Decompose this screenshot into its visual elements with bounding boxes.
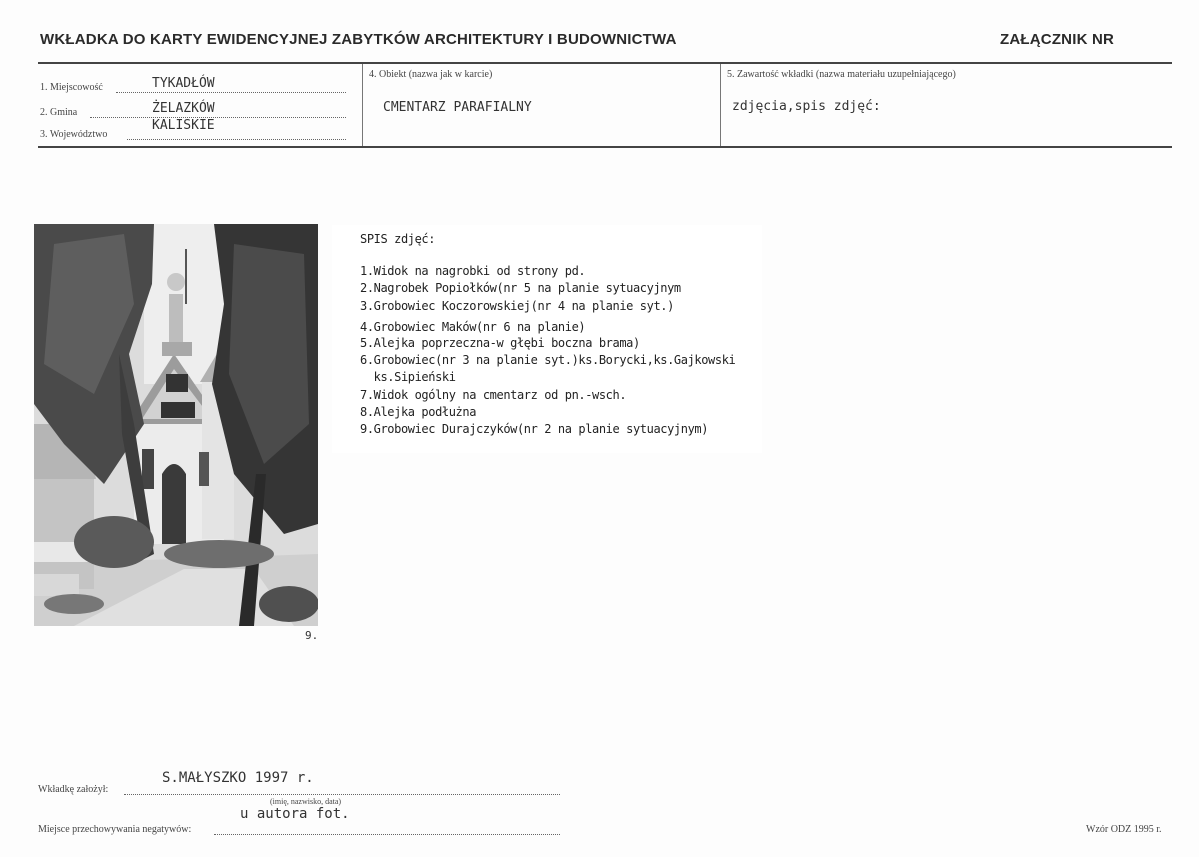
photo-list-item: 9.Grobowiec Durajczyków(nr 2 na planie sytuacyjnym) [360, 422, 709, 436]
photo-list-item: 5.Alejka poprzeczna-w głębi boczna brama) [360, 336, 640, 350]
photo-list [332, 225, 762, 453]
form-model-label: Wzór ODZ 1995 r. [1086, 824, 1162, 835]
miejscowosc-dots [116, 92, 346, 93]
photo-list-item: 2.Nagrobek Popiołków(nr 5 na planie sytuacyjnym [360, 281, 681, 295]
obiekt-label: 4. Obiekt (nazwa jak w karcie) [369, 69, 493, 80]
cemetery-tomb-photo [34, 224, 318, 626]
gmina-label: 2. Gmina [40, 107, 78, 118]
zawartosc-label: 5. Zawartość wkładki (nazwa materiału uzupełniającego) [727, 69, 956, 80]
column-divider-1 [362, 64, 363, 146]
storage-label: Miejsce przechowywania negatywów: [38, 824, 192, 835]
author-value: S.MAŁYSZKO 1997 r. [162, 770, 314, 786]
column-divider-2 [720, 64, 721, 146]
storage-value: u autora fot. [240, 806, 350, 822]
wojewodztwo-dots [127, 139, 346, 140]
author-hint: (imię, nazwisko, data) [270, 797, 342, 806]
photo-list-item: 1.Widok na nagrobki od strony pd. [360, 264, 586, 278]
zawartosc-value: zdjęcia,spis zdjęć: [732, 99, 881, 114]
photo-list-item: 4.Grobowiec Maków(nr 6 na planie) [360, 320, 586, 334]
photo-list-item: 8.Alejka podłużna [360, 405, 477, 419]
obiekt-value: CMENTARZ PARAFIALNY [383, 100, 532, 115]
miejscowosc-label: 1. Miejscowość [40, 82, 103, 93]
wojewodztwo-label: 3. Województwo [40, 129, 108, 140]
author-dots [124, 794, 560, 795]
wojewodztwo-value: KALISKIE [152, 118, 215, 133]
form-title: WKŁADKA DO KARTY EWIDENCYJNEJ ZABYTKÓW ARCHITEKTURY I BUDOWNICTWA [40, 31, 677, 48]
miejscowosc-value: TYKADŁÓW [152, 76, 215, 91]
photo-list-item: 6.Grobowiec(nr 3 na planie syt.)ks.Borycki,ks.Gajkowski [360, 353, 736, 367]
photo-list-title: SPIS zdjęć: [360, 232, 436, 246]
author-label: Wkładkę założył: [38, 784, 109, 795]
gmina-dots [90, 117, 346, 118]
header-bottom-rule [38, 146, 1172, 148]
photo-list-item: ks.Sipieński [360, 370, 456, 384]
gmina-value: ŻELAZKÓW [152, 101, 215, 116]
attachment-number-label: ZAŁĄCZNIK NR [1000, 31, 1115, 48]
storage-dots [214, 834, 560, 835]
photo-list-item: 7.Widok ogólny na cmentarz od pn.-wsch. [360, 388, 627, 402]
photo-list-item: 3.Grobowiec Koczorowskiej(nr 4 na planie syt.) [360, 299, 674, 313]
photo-number: 9. [305, 629, 319, 642]
header-top-rule [38, 62, 1172, 64]
